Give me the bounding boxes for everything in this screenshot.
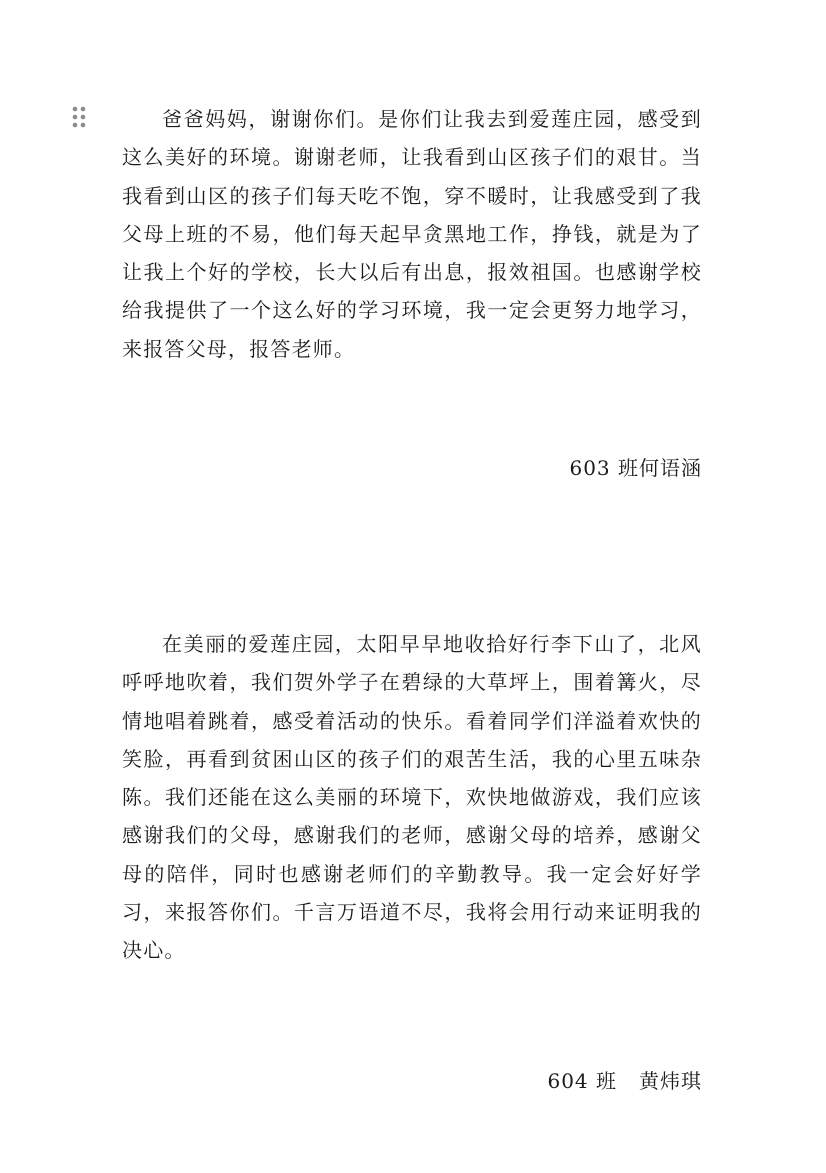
paragraph-1-text: 爸爸妈妈，谢谢你们。是你们让我去到爱莲庄园，感受到这么美好的环境。谢谢老师，让我看到山区孩子们的艰甘。当我看到山区的孩子们每天吃不饱，穿不暖时，让我感受到了我父母上班的不易，他们每天起早贪黑地工作，挣钱，就是为了让我上个好的学校，长大以后有出息，报效祖国。也感谢学校给我提供了一个这么好的学习环境，我一定会更努力地学习，来报答父母，报答老师。 <box>122 107 702 361</box>
paragraph-block-1 <box>122 100 702 368</box>
signature-2-class: 604 班 <box>547 1069 617 1093</box>
paragraph-block-2 <box>122 625 702 970</box>
signature-2-name: 黄炜琪 <box>639 1069 702 1093</box>
paragraph-2-text: 在美丽的爱莲庄园，太阳早早地收拾好行李下山了，北风呼呼地吹着，我们贺外学子在碧绿的大草坪上，围着篝火，尽情地唱着跳着，感受着活动的快乐。看着同学们洋溢着欢快的笑脸，再看到贫困山区的孩子们的艰苦生活，我的心里五味杂陈。我们还能在这么美丽的环境下，欢快地做游戏，我们应该感谢我们的父母，感谢我们的老师，感谢父母的培养，感谢父母的陪伴，同时也感谢老师们的辛勤教导。我一定会好好学习，来报答你们。千言万语道不尽，我将会用行动来证明我的决心。 <box>122 632 702 963</box>
signature-1: 603 班何语涵 <box>569 456 702 480</box>
signature-2 <box>122 1062 702 1100</box>
drag-handle-icon[interactable] <box>72 106 86 128</box>
